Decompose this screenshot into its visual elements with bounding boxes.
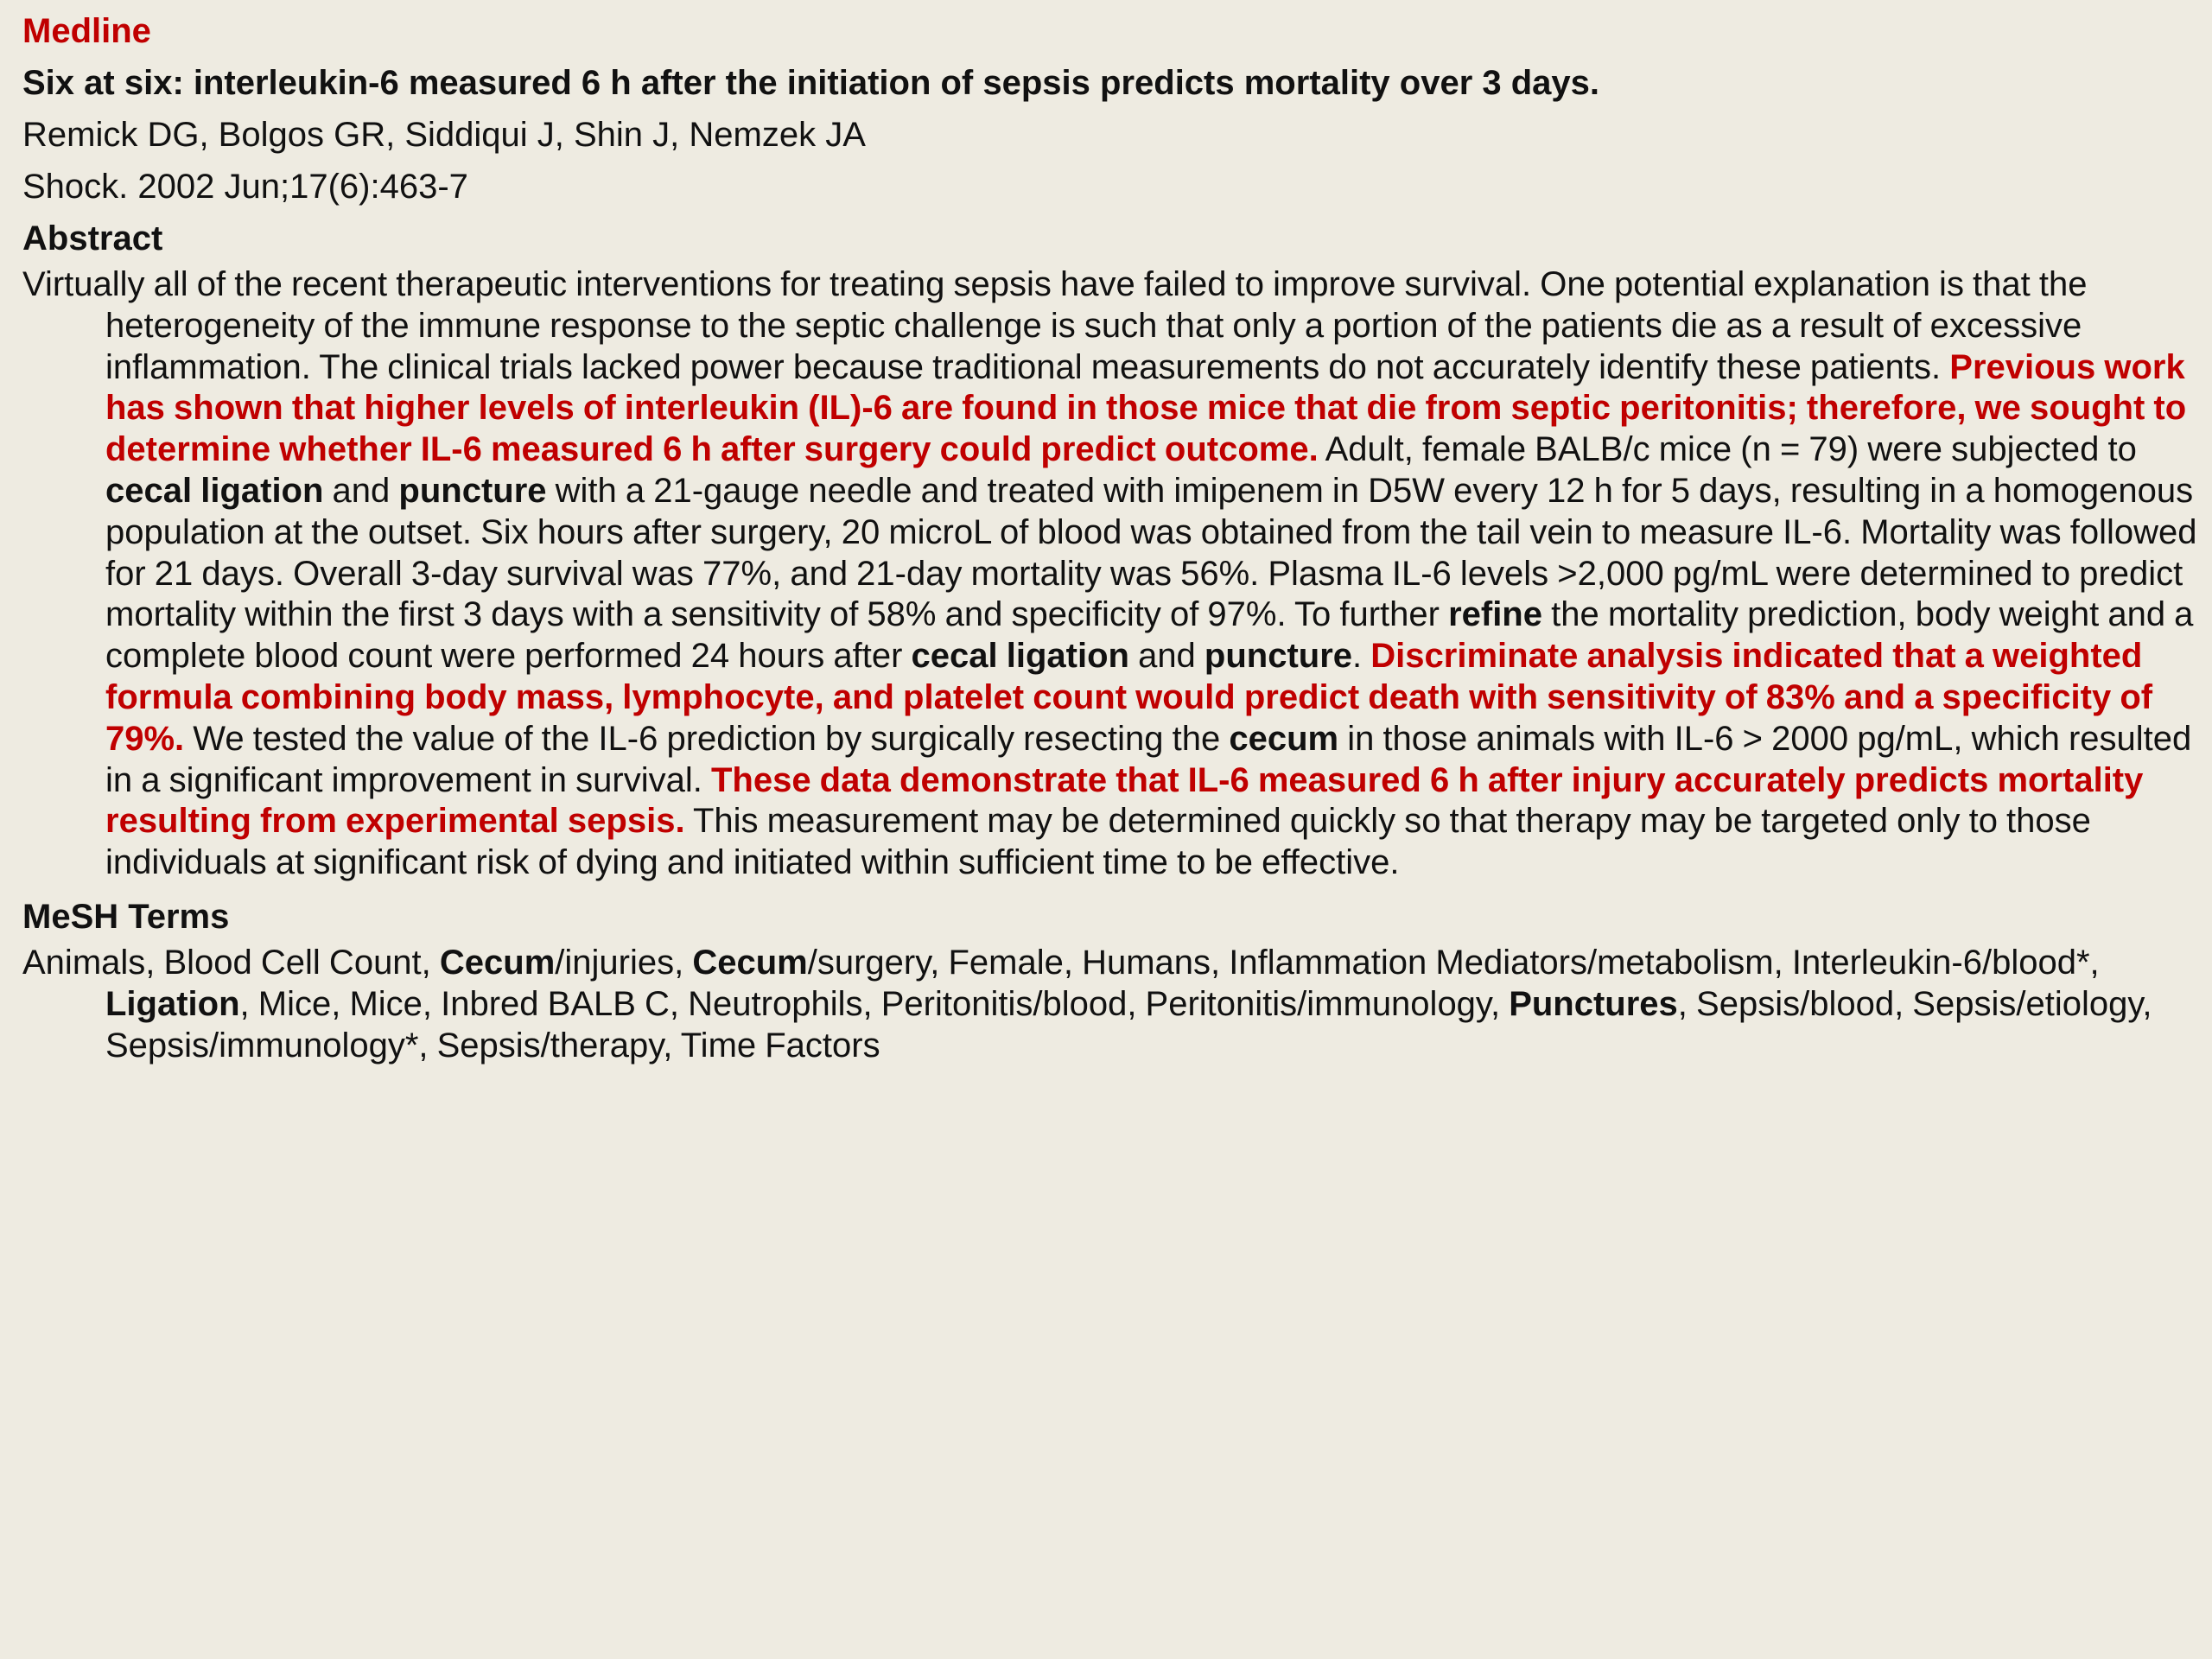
text-segment: . xyxy=(1352,637,1371,676)
text-segment: with a 21-gauge needle and treated with imipenem in D5W every 12 h for 5 days, resulting in a homogenous population at the outset. Six hours after surgery, 20 microL of blood was obtained from the tail vein to measure IL-6. Mortality was followed for 21 days. Overall 3-day survival was 77%, and 21-day mortality was 56%. Plasma IL-6 levels >2,000 pg/mL were determined to predict mortality within the first 3 days with a sensitivity of 58% and specificity of 97%. To further xyxy=(105,471,2197,634)
article-authors: Remick DG, Bolgos GR, Siddiqui J, Shin J, Nemzek JA xyxy=(22,116,866,154)
bold-term: puncture xyxy=(1204,637,1353,676)
text-segment: , Mice, Mice, Inbred BALB C, Neutrophils, Peritonitis/blood, Peritonitis/immunology, xyxy=(239,984,1510,1023)
highlighted-sentence: Previous work has shown that higher levels of interleukin (IL)-6 are found in those mice that die from septic peritonitis; therefore, we sought to determine whether IL-6 measured 6 h after surgery could predict outcome. xyxy=(105,347,2187,469)
highlighted-sentence: These data demonstrate that IL-6 measured 6 h after injury accurately predicts mortality resulting from experimental sepsis. xyxy=(105,760,2144,841)
bold-term: puncture xyxy=(398,471,547,510)
text-segment: Virtually all of the recent therapeutic interventions for treating sepsis have failed to improve survival. One potential explanation is that the heterogeneity of the immune response to the septic challenge is such that only a portion of the patients die as a result of excessive inflammation. The clinical trials lacked power because traditional measurements do not accurately identify these patients. xyxy=(22,265,2088,386)
highlighted-sentence: Discriminate analysis indicated that a weighted formula combining body mass, lymphocyte, and platelet count would predict death with sensitivity of 83% and a specificity of 79%. xyxy=(105,637,2153,758)
abstract-body xyxy=(22,264,2200,884)
abstract-heading: Abstract xyxy=(22,219,163,257)
mesh-terms xyxy=(22,943,2200,1066)
bold-term: Punctures xyxy=(1509,984,1678,1023)
mesh-heading: MeSH Terms xyxy=(22,897,230,936)
text-segment: /injuries, xyxy=(555,943,693,982)
bold-term: refine xyxy=(1448,595,1542,634)
bold-term: Cecum xyxy=(439,943,556,982)
text-segment: Adult, female BALB/c mice (n = 79) were subjected to xyxy=(1318,430,2137,469)
text-segment: This measurement may be determined quickly so that therapy may be targeted only to those individuals at significant risk of dying and initiated within sufficient time to be effective. xyxy=(105,802,2091,882)
text-segment: and xyxy=(323,471,399,510)
bold-term: cecal ligation xyxy=(105,471,324,510)
bold-term: Ligation xyxy=(105,984,240,1023)
source-label: Medline xyxy=(22,12,151,50)
bold-term: cecum xyxy=(1229,719,1339,758)
text-segment: Animals, Blood Cell Count, xyxy=(22,943,440,982)
text-segment: and xyxy=(1128,637,1205,676)
article-title: Six at six: interleukin-6 measured 6 h after the initiation of sepsis predicts mortality over 3 days. xyxy=(22,64,1600,102)
text-segment: We tested the value of the IL-6 prediction by surgically resecting the xyxy=(184,719,1230,758)
text-segment: in those animals with IL-6 > 2000 pg/mL, which resulted in a significant improvement in survival. xyxy=(105,719,2192,799)
text-segment: /surgery, Female, Humans, Inflammation Mediators/metabolism, Interleukin-6/blood*, xyxy=(807,943,2100,982)
text-segment: the mortality prediction, body weight and a complete blood count were performed 24 hours after xyxy=(105,595,2194,676)
text-segment: , Sepsis/blood, Sepsis/etiology, Sepsis/immunology*, Sepsis/therapy, Time Factors xyxy=(105,984,2152,1065)
bold-term: cecal ligation xyxy=(911,637,1129,676)
article-citation: Shock. 2002 Jun;17(6):463-7 xyxy=(22,168,468,206)
bold-term: Cecum xyxy=(692,943,808,982)
